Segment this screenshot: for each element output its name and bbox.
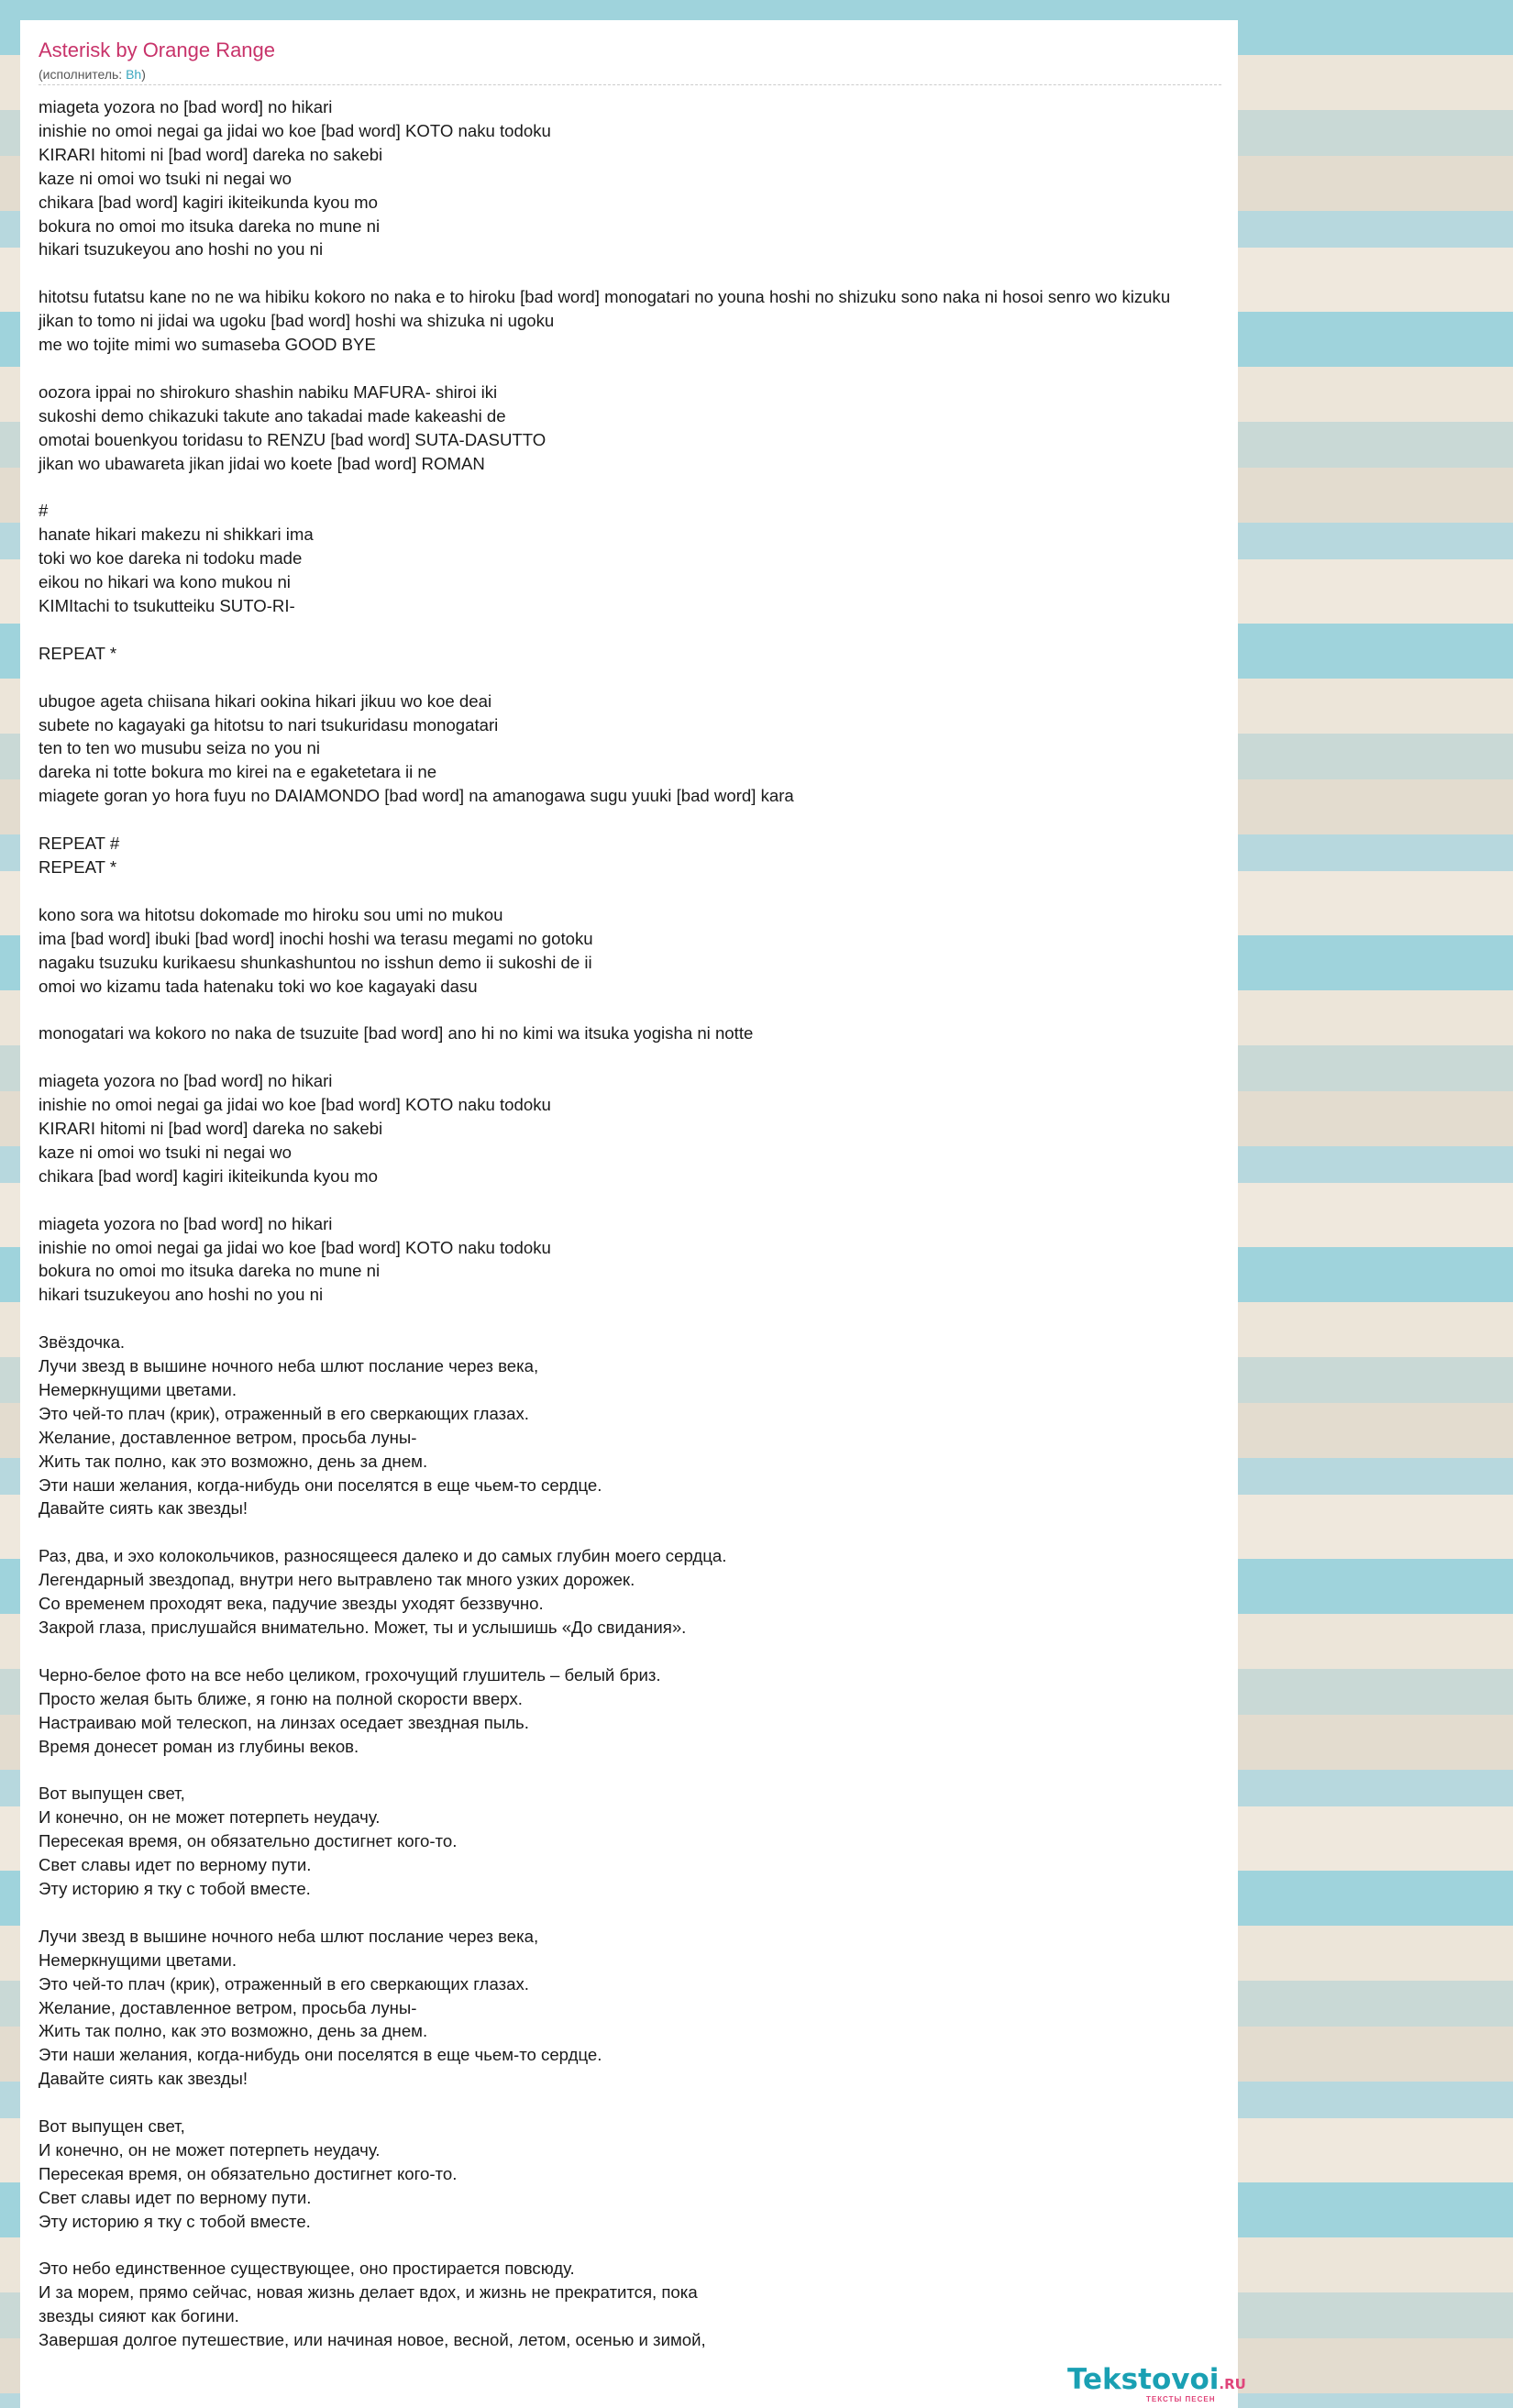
artist-line bbox=[39, 67, 146, 82]
site-logo[interactable] bbox=[1067, 2363, 1246, 2403]
artist-link[interactable]: Bh bbox=[126, 67, 142, 82]
artist-suffix: ) bbox=[141, 67, 146, 82]
logo-wordmark: Tekstovoi bbox=[1067, 2363, 1220, 2396]
title-divider bbox=[39, 84, 1221, 85]
logo-tagline: ТЕКСТЫ ПЕСЕН bbox=[1146, 2395, 1216, 2403]
artist-prefix: (исполнитель: bbox=[39, 67, 127, 82]
song-title: Asterisk by Orange Range bbox=[39, 39, 276, 61]
lyrics-text: miageta yozora no [bad word] no hikari inishie no omoi negai ga jidai wo koe [bad word] KOTO naku todoku KIRARI hitomi ni [bad word] dareka no sakebi kaze ni omoi wo tsuki ni negai wo chikara [bad word] kagiri ikiteikunda kyou mo bokura no omoi mo itsuka dareka no mune ni hikari tsuzukeyou ano hoshi no you ni hitotsu futatsu kane no ne wa hibiku kokoro no naka e to hiroku [bad word] monogatari no youna hoshi no shizuku sono naka ni hosoi senro wo kizuku jikan to tomo ni jidai wa ugoku [bad word] hoshi wa shizuka ni ugoku me wo tojite mimi wo sumaseba GOOD BYE oozora ippai no shirokuro shashin nabiku MAFURA- shiroi iki sukoshi demo chikazuki takute ano takadai made kakeashi de omotai bouenkyou toridasu to RENZU [bad word] SUTA-DASUTTO jikan wo ubawareta jikan jidai wo koete [bad word] ROMAN # hanate hikari makezu ni shikkari ima toki wo koe dareka ni todoku made eikou no hikari wa kono mukou ni KIMItachi to tsukutteiku SUTO-RI- REPEAT * ubugoe ageta chiisana hikari ookina hikari jikuu wo koe deai subete no kagayaki ga hitotsu to nari tsukuridasu monogatari ten to ten wo musubu seiza no you ni dareka ni totte bokura mo kirei na e egaketetara ii ne miagete goran yo hora fuyu no DAIAMONDO [bad word] na amanogawa sugu yuuki [bad word] kara REPEAT # REPEAT * kono sora wa hitotsu dokomade mo hiroku sou umi no mukou ima [bad word] ibuki [bad word] inochi hoshi wa terasu megami no gotoku nagaku tsuzuku kurikaesu shunkashuntou no isshun demo ii sukoshi de ii omoi wo kizamu tada hatenaku toki wo koe kagayaki dasu monogatari wa kokoro no naka de tsuzuite [bad word] ano hi no kimi wa itsuka yogisha ni notte miageta yozora no [bad word] no hikari inishie no omoi negai ga jidai wo koe [bad word] KOTO naku todoku KIRARI hitomi ni [bad word] dareka no sakebi kaze ni omoi wo tsuki ni negai wo chikara [bad word] kagiri ikiteikunda kyou mo miageta yozora no [bad word] no hikari inishie no omoi negai ga jidai wo koe [bad word] KOTO naku todoku bokura no omoi mo itsuka dareka no mune ni hikari tsuzukeyou ano hoshi no you ni Звёздочка. Лучи звезд в вышине ночного неба шлют послание через века, Немеркнущими цветами. Это чей-то плач (крик), отраженный в его сверкающих глазах. Желание, доставленное ветром, просьба луны- Жить так полно, как это возможно, день за днем. Эти наши желания, когда-нибудь они поселятся в еще чьем-то сердце. Давайте сиять как звезды! Раз, два, и эхо колокольчиков, разносящееся далеко и до самых глубин моего сердца. Легендарный звездопад, внутри него вытравлено так много узких дорожек. Со временем проходят века, падучие звезды уходят беззвучно. Закрой глаза, прислушайся внимательно. Может, ты и услышишь «До свидания». Черно-белое фото на все небо целиком, грохочущий глушитель – белый бриз. Просто желая быть ближе, я гоню на полной скорости вверх. Настраиваю мой телескоп, на линзах оседает звездная пыль. Время донесет роман из глубины веков. Вот выпущен свет, И конечно, он не может потерпеть неудачу. Пересекая время, он обязательно достигнет кого-то. Свет славы идет по верному пути. Эту историю я тку с тобой вместе. Лучи звезд в вышине ночного неба шлют послание через века, Немеркнущими цветами. Это чей-то плач (крик), отраженный в его сверкающих глазах. Желание, доставленное ветром, просьба луны- Жить так полно, как это возможно, день за днем. Эти наши желания, когда-нибудь они поселятся в еще чьем-то сердце. Давайте сиять как звезды! Вот выпущен свет, И конечно, он не может потерпеть неудачу. Пересекая время, он обязательно достигнет кого-то. Свет славы идет по верному пути. Эту историю я тку с тобой вместе. Это небо единственное существующее, оно простирается повсюду. И за морем, прямо сейчас, новая жизнь делает вдох, и жизнь не прекратится, пока звезды сияют как богини. Завершая долгое путешествие, или начиная новое, весной, летом, осенью и зимой, bbox=[39, 97, 1171, 2350]
lyrics-panel bbox=[20, 20, 1246, 2408]
logo-tld: .RU bbox=[1219, 2376, 1246, 2392]
